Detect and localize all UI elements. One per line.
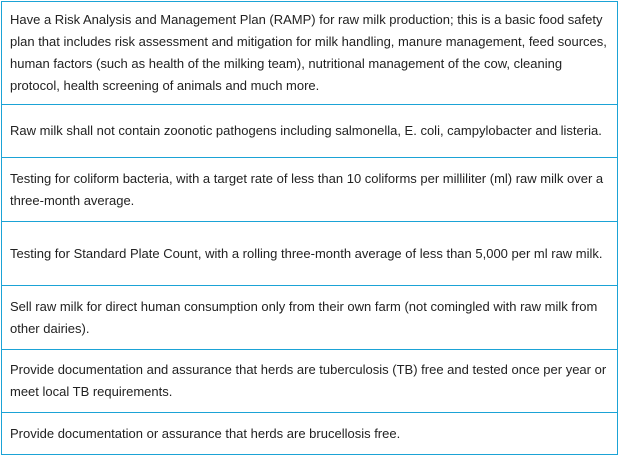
requirement-cell: Provide documentation and assurance that herds are tuberculosis (TB) free and tested once per year or meet local TB requirements.: [2, 350, 618, 413]
table-row: [2, 350, 618, 413]
table-row: [2, 158, 618, 222]
requirement-cell: Sell raw milk for direct human consumption only from their own farm (not comingled with raw milk from other dairies).: [2, 286, 618, 350]
table-row: [2, 286, 618, 350]
requirements-table: [1, 1, 618, 455]
requirement-cell: Testing for Standard Plate Count, with a rolling three-month average of less than 5,000 per ml raw milk.: [2, 222, 618, 286]
table-row: [2, 222, 618, 286]
table-row: [2, 2, 618, 105]
table-row: [2, 105, 618, 158]
requirement-cell: Provide documentation or assurance that herds are brucellosis free.: [2, 413, 618, 455]
requirement-cell: Raw milk shall not contain zoonotic pathogens including salmonella, E. coli, campylobacter and listeria.: [2, 105, 618, 158]
requirement-cell: Have a Risk Analysis and Management Plan (RAMP) for raw milk production; this is a basic food safety plan that includes risk assessment and mitigation for milk handling, manure management, feed sources, human factors (such as health of the milking team), nutritional management of the cow, cleaning protocol, health screening of animals and much more.: [2, 2, 618, 105]
requirement-cell: Testing for coliform bacteria, with a target rate of less than 10 coliforms per milliliter (ml) raw milk over a three-month average.: [2, 158, 618, 222]
table-row: [2, 413, 618, 455]
